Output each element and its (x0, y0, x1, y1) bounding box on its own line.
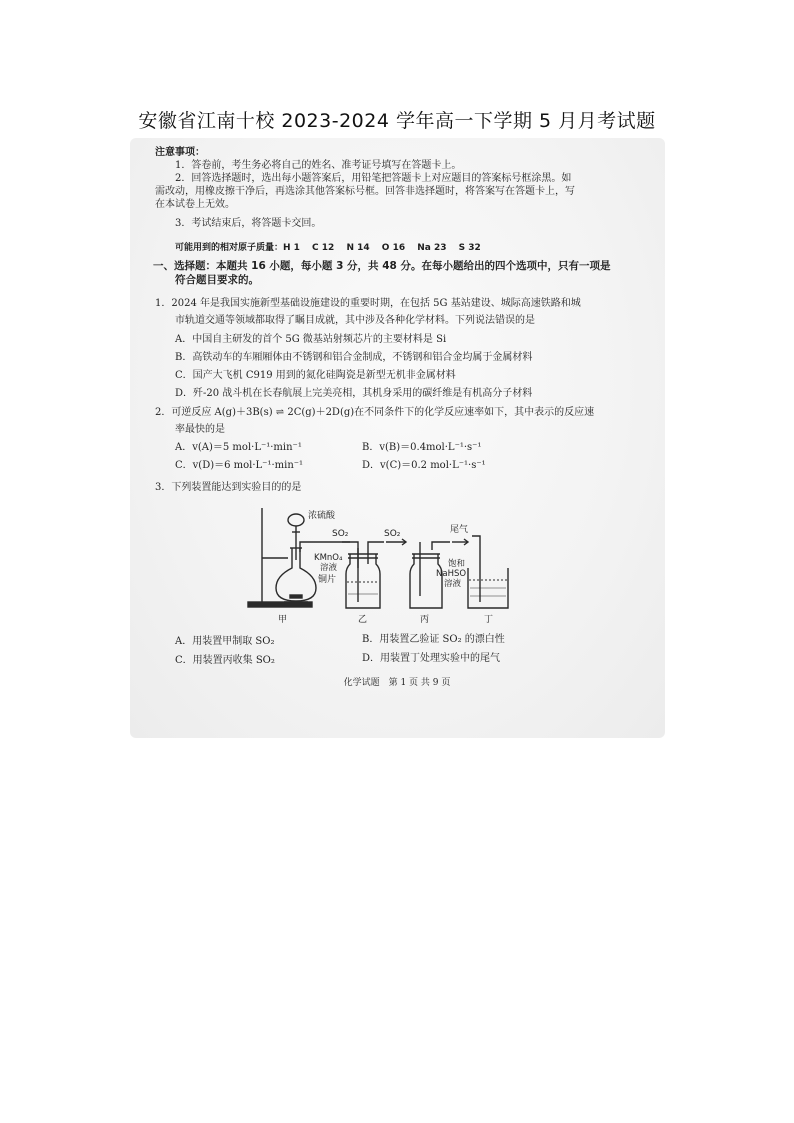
q3-apparatus-figure (240, 498, 530, 626)
figure-nahso3-label-line-3: 溶液 (444, 579, 462, 589)
q1-stem-line-1: 1．2024 年是我国实施新型基础设施建设的重要时期，在包括 5G 基站建设、城际高速铁路和城 (155, 298, 581, 309)
section-1-heading-line-1: 一、选择题：本题共 16 小题，每小题 3 分，共 48 分。在每小题给出的四个选项中，只有一项是 (153, 260, 611, 272)
q2-stem-line-1: 2．可逆反应 A(g)＋3B(s) ⇌ 2C(g)＋2D(g)在不同条件下的化学反应速率如下，其中表示的反应速 (155, 407, 595, 418)
notice-item-2-line-3: 在本试卷上无效。 (155, 199, 235, 210)
figure-nahso3-label-line-1: 饱和 (448, 559, 466, 569)
q3-option-d: D．用装置丁处理实验中的尾气 (362, 653, 501, 664)
q2-option-c: C．v(D)＝6 mol·L⁻¹·min⁻¹ (175, 460, 304, 471)
figure-label-bing: 丙 (420, 615, 430, 625)
notice-item-3: 3．考试结束后，将答题卡交回。 (175, 218, 322, 229)
figure-kmno4-label-line-1: KMnO₄ (314, 553, 343, 563)
figure-kmno4-label-line-2: 溶液 (320, 563, 338, 573)
q3-option-a: A．用装置甲制取 SO₂ (175, 636, 275, 647)
figure-so2-label-1: SO₂ (332, 529, 349, 539)
notice-item-1: 1．答卷前，考生务必将自己的姓名、准考证号填写在答题卡上。 (175, 160, 462, 171)
q3-stem: 3．下列装置能达到实验目的的是 (155, 482, 302, 493)
q3-option-b: B．用装置乙验证 SO₂ 的漂白性 (362, 634, 505, 645)
figure-so2-label-2: SO₂ (384, 529, 401, 539)
figure-label-yi: 乙 (358, 615, 368, 625)
notice-item-2-line-2: 需改动，用橡皮擦干净后，再选涂其他答案标号框。回答非选择题时，将答案写在答题卡上，写 (155, 186, 575, 197)
page-title: 安徽省江南十校 2023-2024 学年高一下学期 5 月月考试题 (138, 110, 656, 132)
q1-stem-line-2: 市轨道交通等领域都取得了瞩目成就，其中涉及各种化学材料。下列说法错误的是 (175, 315, 535, 326)
notice-item-2-line-1: 2．回答选择题时，选出每小题答案后，用铅笔把答题卡上对应题目的答案标号框涂黑。如 (175, 173, 572, 184)
atomic-masses: 可能用到的相对原子质量：H 1 C 12 N 14 O 16 Na 23 S 32 (175, 243, 481, 253)
q2-stem-line-2: 率最快的是 (175, 424, 225, 435)
q2-option-a: A．v(A)＝5 mol·L⁻¹·min⁻¹ (175, 442, 302, 453)
figure-acid-label: 浓硫酸 (308, 511, 336, 521)
q2-option-d: D．v(C)＝0.2 mol·L⁻¹·s⁻¹ (362, 460, 486, 471)
figure-nahso3-label-line-2: NaHSO (436, 569, 467, 579)
figure-tail-gas-label: 尾气 (450, 525, 469, 535)
section-1-heading-line-2: 符合题目要求的。 (175, 274, 259, 286)
q3-option-c: C．用装置丙收集 SO₂ (175, 655, 275, 666)
figure-copper-label: 铜片 (318, 575, 337, 585)
q1-option-b: B．高铁动车的车厢厢体由不锈钢和铝合金制成，不锈钢和铝合金均属于金属材料 (175, 352, 533, 363)
page-footer: 化学试题 第 1 页 共 9 页 (343, 678, 451, 688)
notice-heading: 注意事项： (155, 147, 205, 158)
figure-label-jia: 甲 (278, 615, 288, 625)
q1-option-d: D．歼-20 战斗机在长春航展上完美亮相，其机身采用的碳纤维是有机高分子材料 (175, 388, 533, 399)
q1-option-a: A．中国自主研发的首个 5G 微基站射频芯片的主要材料是 Si (175, 334, 447, 345)
q2-option-b: B．v(B)＝0.4mol·L⁻¹·s⁻¹ (362, 442, 482, 453)
figure-label-ding: 丁 (484, 615, 494, 625)
q1-option-c: C．国产大飞机 C919 用到的氮化硅陶瓷是新型无机非金属材料 (175, 370, 456, 381)
